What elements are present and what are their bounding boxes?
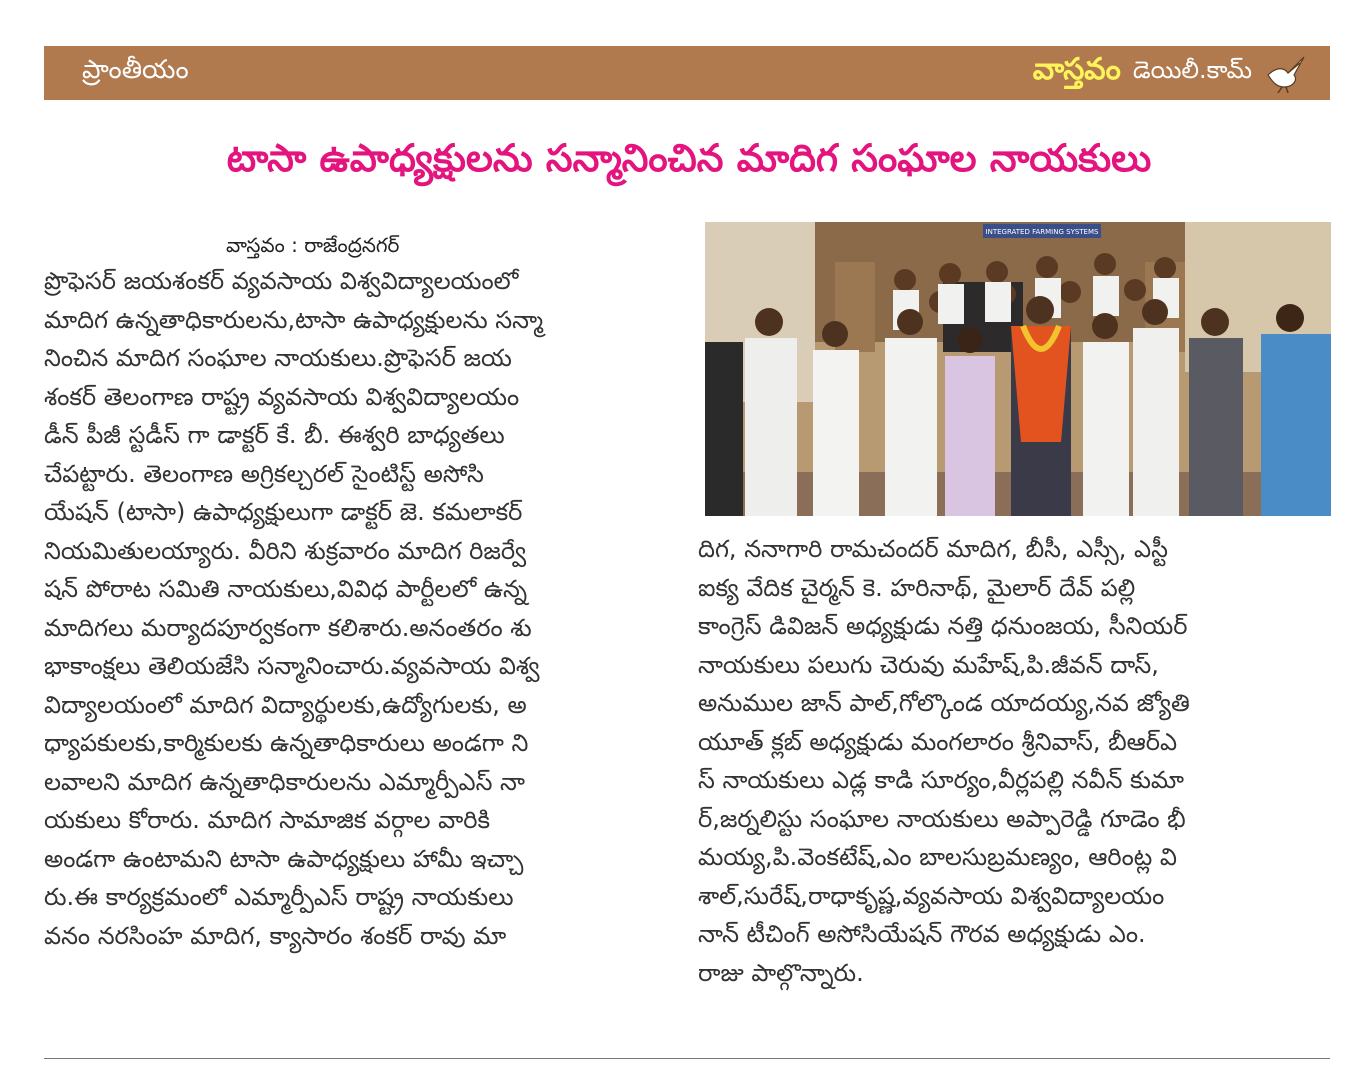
bird-icon: [1264, 53, 1308, 93]
body-line: దిగ, ననాగారి రామచందర్ మాదిగ, బీసీ, ఎస్సీ, ఎస్టీ: [698, 535, 1168, 563]
body-line: భాకాంక్షలు తెలియజేసి సన్మానించారు.వ్యవసాయ విశ్వ: [44, 652, 540, 680]
newspaper-header-bar: [44, 46, 1330, 100]
body-line: ధ్యాపకులకు,కార్మికులకు ఉన్నతాధికారులు అండగా ని: [44, 729, 529, 757]
body-line: శంకర్ తెలంగాణ రాష్ట్ర వ్యవసాయ విశ్వవిద్యాలయం: [44, 382, 520, 411]
body-line: స్ నాయకులు ఎడ్ల కాడి సూర్యం,వీర్లపల్లి నవీన్ కుమా: [698, 766, 1184, 794]
brand-name: వాస్తవం: [1032, 52, 1121, 87]
body-line: చేపట్టారు. తెలంగాణ అగ్రికల్చరల్ సైంటిస్ట్ అసోసి: [44, 459, 484, 488]
body-line: రాజు పాల్గొన్నారు.: [698, 958, 864, 987]
body-line: ప్రొఫెసర్ జయశంకర్ వ్యవసాయ విశ్వవిద్యాలయంలో: [44, 267, 519, 295]
group-photo-illustration: [705, 222, 1331, 516]
body-line: డీన్ పీజీ స్టడీస్ గా డాక్టర్ కే. బీ. ఈశ్వరి బాధ్యతలు: [44, 421, 505, 449]
body-line: నాన్ టీచింగ్ అసోసియేషన్ గౌరవ అధ్యక్షుడు ఎం.: [698, 920, 1146, 948]
body-line: కాంగ్రెస్ డివిజన్ అధ్యక్షుడు నత్తి ధనుంజయ, సీనియర్: [698, 612, 1188, 640]
body-line: యేషన్ (టాసా) ఉపాధ్యక్షులుగా డాక్టర్ జె. కమలాకర్: [44, 498, 523, 526]
photo-sign: INTEGRATED FARMING SYSTEMS: [985, 228, 1099, 236]
body-line: అండగా ఉంటామని టాసా ఉపాధ్యక్షులు హామీ ఇచ్చా: [44, 844, 524, 873]
section-label: ప్రాంతీయం: [82, 55, 189, 85]
body-line: అనుముల జాన్ పాల్,గోల్కొండ యాదయ్య,నవ జ్యోతి: [698, 689, 1190, 717]
article-body-right-column: [698, 530, 1332, 992]
body-line: షన్ పోరాట సమితి నాయకులు,వివిధ పార్టీలలో ఉన్న: [44, 575, 528, 603]
body-line: మయ్య,పి.వెంకటేష్,ఎం బాలసుబ్రమణ్యం, ఆరింట్ల వి: [698, 843, 1177, 871]
body-line: రు.ఈ కార్యక్రమంలో ఎమ్మార్పీఎస్ రాష్ట్ర నాయకులు: [44, 883, 514, 911]
body-line: ర్,జర్నలిస్టు సంఘాల నాయకులు అప్పారెడ్డి గూడెం భీ: [698, 804, 1186, 833]
body-line: యూత్ క్లబ్ అధ్యక్షుడు మంగలారం శ్రీనివాస్, బీఆర్ఎ: [698, 727, 1178, 756]
body-line: మాదిగ ఉన్నతాధికారులను,టాసా ఉపాధ్యక్షులను సన్మా: [44, 305, 544, 334]
body-line: లవాలని మాదిగ ఉన్నతాధికారులను ఎమ్మార్పీఎస్ నా: [44, 767, 525, 796]
body-line: యకులు కోరారు. మాదిగ సామాజిక వర్గాల వారికి: [44, 806, 491, 834]
body-line: నాయకులు పలుగు చెరువు మహేష్,పి.జీవన్ దాస్,: [698, 650, 1159, 679]
article-body-left-column: [44, 262, 666, 955]
body-line: వనం నరసింహ మాదిగ, క్యాసారం శంకర్ రావు మా: [44, 921, 507, 950]
body-line: శాల్,సురేష్,రాధాకృష్ణ,వ్యవసాయ విశ్వవిద్యాలయం: [698, 881, 1165, 910]
article-headline: టాసా ఉపాధ్యక్షులను సన్మానించిన మాదిగ సంఘాల నాయకులు: [226, 136, 1152, 180]
body-line: నియమితులయ్యారు. వీరిని శుక్రవారం మాదిగ రిజర్వే: [44, 536, 527, 565]
brand-domain: డెయిలీ.కామ్: [1132, 56, 1252, 84]
bottom-divider: [44, 1058, 1330, 1059]
body-line: మాదిగలు మర్యాదపూర్వకంగా కలిశారు.అనంతరం శు: [44, 613, 532, 642]
brand-logo: [1033, 52, 1308, 94]
news-photo-group: [705, 222, 1331, 516]
dateline: వాస్తవం : రాజేంద్రనగర్: [226, 233, 400, 257]
body-line: విద్యాలయంలో మాదిగ విద్యార్థులకు,ఉద్యోగులకు, అ: [44, 690, 527, 719]
body-line: నించిన మాదిగ సంఘాల నాయకులు.ప్రొఫెసర్ జయ: [44, 344, 512, 372]
body-line: ఐక్య వేదిక చైర్మన్ కె. హరినాథ్, మైలార్ దేవ్ పల్లి: [698, 573, 1136, 602]
